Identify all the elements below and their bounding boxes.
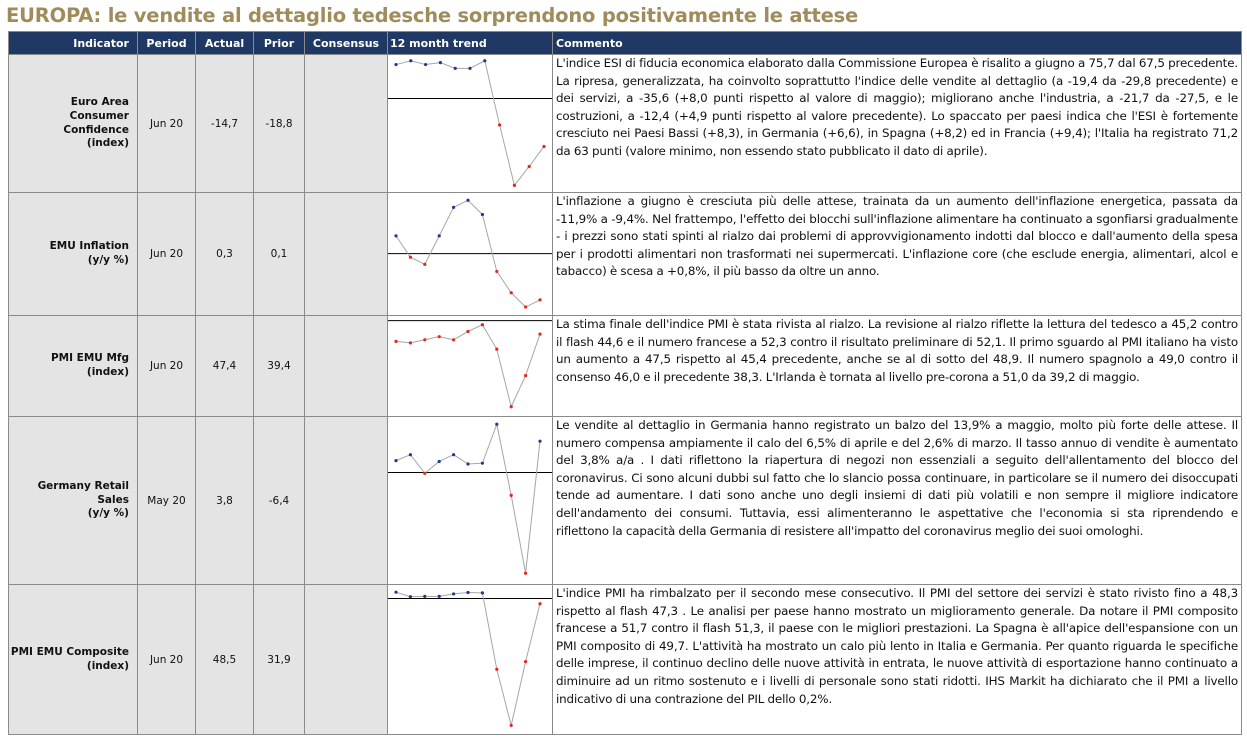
header-row — [9, 32, 1242, 55]
trend-point — [538, 602, 541, 605]
trend-cell — [388, 585, 553, 735]
actual-value: 48,5 — [196, 585, 254, 735]
trend-point — [409, 595, 412, 598]
trend-sparkline — [388, 193, 552, 315]
consensus-value — [305, 316, 388, 417]
trend-point — [424, 63, 427, 66]
trend-point — [438, 335, 441, 338]
indicator-name: PMI EMU Mfg (index) — [9, 316, 138, 417]
prior-value: 0,1 — [254, 193, 305, 316]
trend-point — [423, 338, 426, 341]
trend-point — [513, 184, 516, 187]
trend-point — [452, 206, 455, 209]
trend-line — [396, 424, 540, 573]
consensus-value — [305, 585, 388, 735]
trend-point — [468, 67, 471, 70]
header-comment: Commento — [553, 32, 1242, 55]
period-value: Jun 20 — [138, 193, 196, 316]
prior-value: 39,4 — [254, 316, 305, 417]
page-title: EUROPA: le vendite al dettaglio tedesche sorprendono positivamente le attese — [6, 4, 859, 27]
trend-point — [481, 462, 484, 465]
actual-value: 47,4 — [196, 316, 254, 417]
trend-point — [481, 323, 484, 326]
comment-text: Le vendite al dettaglio in Germania hanno registrato un balzo del 13,9% a maggio, molto più forte delle attese. Il numero compensa ampiamente il calo del 6,5% di aprile e del 2,6% di marzo. Il tasso annuo di vendite è aumentato del 3,8% a/a . I dati riflettono la riapertura di negozi non essenziali a seguito dell'allentamento del blocco del coronavirus. Ci sono alcuni dubbi sul fatto che lo slancio possa continuare, in particolare se il numero dei disoccupati tende ad aumentare. I dati sono anche uno degli insiemi di dati più volatili e non sempre il migliore indicatore dell'andamento dei consumi. Tuttavia, essi alimenteranno le aspettative che l'economia si sta riprendendo e riflettono la capacità della Germania di resistere all'impatto del coronavirus meglio dei suoi omologhi. — [553, 417, 1242, 585]
trend-cell — [388, 193, 553, 316]
trend-point — [438, 234, 441, 237]
period-value: Jun 20 — [138, 316, 196, 417]
table-row — [9, 55, 1242, 193]
trend-point — [524, 374, 527, 377]
table-row — [9, 417, 1242, 585]
trend-point — [498, 123, 501, 126]
trend-point — [495, 423, 498, 426]
trend-point — [394, 234, 397, 237]
trend-point — [423, 263, 426, 266]
trend-point — [409, 453, 412, 456]
trend-point — [510, 405, 513, 408]
comment-text: L'indice ESI di fiducia economica elaborato dalla Commissione Europea è risalito a giugno a 75,7 dal 67,5 precedente. La ripresa, generalizzata, ha coinvolto soprattutto l'indice delle vendite al dettaglio (a -19,4 da -29,8 precedente) e dei servizi, a -35,6 (+8,0 punti rispetto al valore di maggio); migliorano anche l'industria, a -21,7 da -27,5, e le costruzioni, a -12,4 (+4,9 punti rispetto al valore precedente). Lo spaccato per paesi indica che l'ESI è fortemente cresciuto nei Paesi Bassi (+8,3), in Germania (+6,6), in Spagna (+8,2) ed in Francia (+9,4); l'Italia ha registrato 71,2 da 63 punti (valore minimo, non essendo stato pubblicato il dato di aprile). — [553, 55, 1242, 193]
trend-cell — [388, 316, 553, 417]
trend-point — [495, 348, 498, 351]
trend-cell — [388, 417, 553, 585]
header-actual: Actual — [196, 32, 254, 55]
indicator-name: Germany Retail Sales (y/y %) — [9, 417, 138, 585]
trend-point — [510, 291, 513, 294]
trend-point — [495, 668, 498, 671]
trend-point — [466, 199, 469, 202]
trend-sparkline — [388, 316, 552, 416]
trend-point — [481, 591, 484, 594]
table-row — [9, 585, 1242, 735]
trend-sparkline — [388, 417, 552, 584]
trend-point — [452, 338, 455, 341]
trend-point — [538, 298, 541, 301]
trend-point — [528, 165, 531, 168]
trend-point — [439, 61, 442, 64]
header-prior: Prior — [254, 32, 305, 55]
header-indicator: Indicator — [9, 32, 138, 55]
trend-point — [510, 494, 513, 497]
trend-point — [538, 440, 541, 443]
header-consensus: Consensus — [305, 32, 388, 55]
trend-point — [466, 462, 469, 465]
prior-value: -6,4 — [254, 417, 305, 585]
header-period: Period — [138, 32, 196, 55]
trend-point — [394, 591, 397, 594]
consensus-value — [305, 55, 388, 193]
indicator-name: Euro Area Consumer Confidence (index) — [9, 55, 138, 193]
trend-point — [394, 63, 397, 66]
comment-text: L'indice PMI ha rimbalzato per il secondo mese consecutivo. Il PMI del settore dei servizi è stato rivisto fino a 48,3 rispetto al flash 47,3 . Le analisi per paese hanno mostrato un miglioramento generale. Da notare il PMI composito francese a 51,7 contro il flash 51,3, il paese con le migliori prestazioni. La Spagna è all'apice dell'espansione con un PMI composito di 49,7. L'attività ha mostrato un calo più lento in Italia e Germania. Per quanto riguarda le specifiche delle imprese, il continuo declino delle nuove attività in entrata, le nuove attività di esportazione hanno continuato a diminuire ad un ritmo sostenuto e i livelli di personale sono stati ridotti. IHS Markit ha dichiarato che il PMI a livello indicativo di una contrazione del PIL dello 0,2%. — [553, 585, 1242, 735]
trend-point — [466, 330, 469, 333]
trend-point — [510, 724, 513, 727]
indicators-table — [8, 31, 1242, 735]
prior-value: 31,9 — [254, 585, 305, 735]
trend-line — [396, 325, 540, 407]
actual-value: 3,8 — [196, 417, 254, 585]
period-value: Jun 20 — [138, 55, 196, 193]
trend-line — [396, 592, 540, 725]
trend-point — [409, 59, 412, 62]
trend-point — [454, 67, 457, 70]
trend-sparkline — [388, 55, 552, 192]
trend-cell — [388, 55, 553, 193]
trend-point — [452, 453, 455, 456]
trend-point — [438, 595, 441, 598]
trend-point — [481, 213, 484, 216]
trend-point — [524, 572, 527, 575]
consensus-value — [305, 417, 388, 585]
trend-point — [394, 340, 397, 343]
actual-value: -14,7 — [196, 55, 254, 193]
trend-point — [542, 145, 545, 148]
trend-point — [466, 591, 469, 594]
trend-line — [396, 61, 544, 186]
trend-point — [538, 332, 541, 335]
comment-text: La stima finale dell'indice PMI è stata rivista al rialzo. La revisione al rialzo riflette la lettura del tedesco a 45,2 contro il flash 44,6 e il numero francese a 52,3 contro il risultato preliminare di 52,1. Il primo sguardo al PMI italiano ha visto un aumento a 47,5 rispetto al 45,4 precedente, anche se al di sotto del 48,9. Il numero spagnolo a 49,0 contro il consenso 46,0 e il precedente 38,3. L'Irlanda è tornata al livello pre-corona a 51,0 da 39,2 di maggio. — [553, 316, 1242, 417]
comment-text: L'inflazione a giugno è cresciuta più delle attese, trainata da un aumento dell'inflazione energetica, passata da -11,9% a -9,4%. Nel frattempo, l'effetto dei blocchi sull'inflazione alimentare ha continuato a sgonfiarsi gradualmente - i prezzi sono stati spinti al rialzo dai problemi di approvvigionamento indotti dal blocco e dall'aumento della spesa per i prodotti alimentari non trasformati nei supermercati. L'inflazione core (che esclude energia, alimentari, alcol e tabacco) è scesa a +0,8%, il più basso da oltre un anno. — [553, 193, 1242, 316]
indicator-name: EMU Inflation (y/y %) — [9, 193, 138, 316]
table-row — [9, 316, 1242, 417]
table-row — [9, 193, 1242, 316]
period-value: Jun 20 — [138, 585, 196, 735]
trend-point — [423, 472, 426, 475]
consensus-value — [305, 193, 388, 316]
period-value: May 20 — [138, 417, 196, 585]
trend-sparkline — [388, 585, 552, 734]
trend-point — [524, 305, 527, 308]
actual-value: 0,3 — [196, 193, 254, 316]
header-trend: 12 month trend — [388, 32, 553, 55]
trend-point — [524, 660, 527, 663]
trend-point — [438, 460, 441, 463]
indicator-name: PMI EMU Composite (index) — [9, 585, 138, 735]
prior-value: -18,8 — [254, 55, 305, 193]
trend-point — [452, 592, 455, 595]
trend-point — [483, 59, 486, 62]
trend-point — [409, 341, 412, 344]
trend-point — [423, 595, 426, 598]
trend-point — [495, 270, 498, 273]
trend-point — [394, 459, 397, 462]
trend-point — [409, 256, 412, 259]
